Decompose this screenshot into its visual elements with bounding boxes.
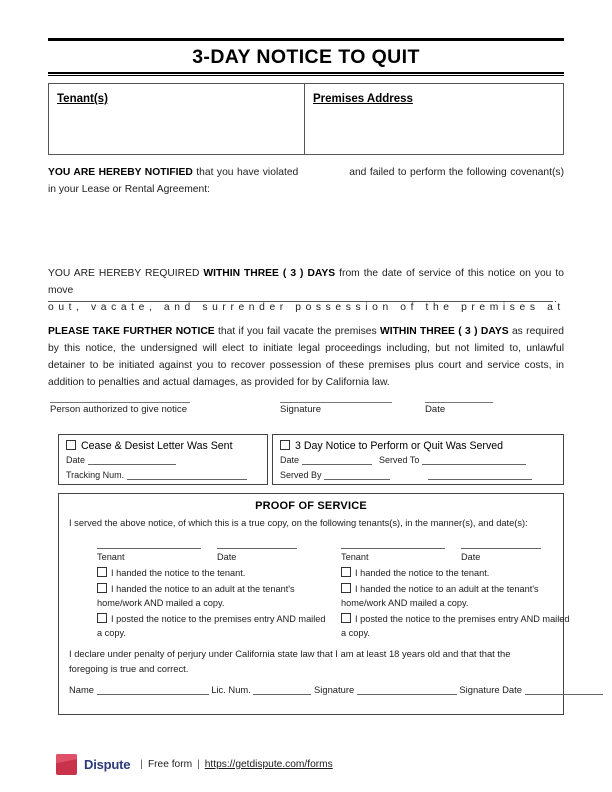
checkbox-icon[interactable] (97, 567, 107, 577)
tenant-label: Tenant(s) (57, 93, 108, 105)
date-line[interactable] (425, 402, 493, 403)
three-day-extra-input[interactable] (428, 479, 532, 480)
service-option-2[interactable] (97, 582, 329, 611)
three-day-served-to-label: Served To (379, 455, 420, 465)
service-option-2-label: I handed the notice to an adult at the tenant's home/work AND mailed a copy. (97, 583, 295, 608)
title-bottom-rule (48, 72, 564, 76)
three-day-served-by-row (280, 468, 556, 483)
cease-desist-tracking-row (66, 468, 260, 483)
signature-date-input[interactable] (525, 694, 603, 695)
tenant-label: Tenant (97, 552, 125, 562)
notified-paragraph (48, 164, 564, 198)
signature-row (48, 396, 564, 422)
three-day-heading-row[interactable] (280, 439, 556, 453)
proof-of-service-section (58, 493, 570, 715)
three-day-served-by-input[interactable] (324, 479, 390, 480)
three-day-heading: 3 Day Notice to Perform or Quit Was Served (295, 440, 504, 452)
checkbox-icon[interactable] (280, 440, 290, 450)
checkbox-icon[interactable] (341, 567, 351, 577)
cease-desist-tracking-input[interactable] (127, 479, 247, 480)
proof-of-service-title: PROOF OF SERVICE (255, 500, 367, 512)
person-authorized-label: Person authorized to give notice (50, 404, 188, 415)
service-option-2[interactable] (341, 582, 573, 611)
date-label: Date (425, 404, 446, 415)
page-title: 3-DAY NOTICE TO QUIT (192, 46, 420, 68)
service-option-1[interactable] (341, 566, 573, 581)
person-authorized-line[interactable] (50, 402, 190, 403)
free-form-label: Free form (147, 758, 193, 770)
further-bold-days: WITHIN THREE ( 3 ) DAYS (380, 326, 509, 337)
service-column-2 (341, 542, 573, 641)
footer (56, 752, 333, 776)
service-column-2-captions (341, 552, 573, 565)
notified-bold-lead: YOU ARE HEREBY NOTIFIED (48, 167, 193, 178)
checkbox-icon[interactable] (66, 440, 76, 450)
three-day-notice-box (272, 434, 564, 485)
tenant-name-line[interactable] (341, 548, 445, 549)
three-day-date-row (280, 453, 556, 468)
final-signature-row (69, 684, 551, 695)
cease-desist-date-row (66, 453, 260, 468)
three-day-served-by-label: Served By (280, 470, 322, 480)
dispute-logo-icon (56, 754, 77, 775)
checkbox-icon[interactable] (341, 613, 351, 623)
final-signature-input[interactable] (357, 694, 457, 695)
declaration-text: I declare under penalty of perjury under California state law that I am at least 18 years old and that that the foregoing is true and correct. (69, 648, 511, 674)
cease-desist-date-input[interactable] (88, 464, 176, 465)
footer-url-link[interactable]: https://getdispute.com/forms (204, 758, 333, 770)
final-signature-label: Signature (314, 684, 355, 695)
signature-line[interactable] (280, 402, 392, 403)
proof-of-service-subtitle: I served the above notice, of which this is a true copy, on the following tenants(s), in the manner(s), and date(s): (69, 518, 528, 528)
service-column-1 (97, 542, 329, 641)
checkbox-icon[interactable] (97, 583, 107, 593)
tenant-label: Tenant (341, 552, 369, 562)
service-option-1-label: I handed the notice to the tenant. (111, 568, 246, 578)
document-page (48, 0, 570, 792)
cease-desist-tracking-label: Tracking Num. (66, 470, 125, 480)
service-date-line[interactable] (461, 548, 541, 549)
lic-num-input[interactable] (253, 694, 311, 695)
further-notice-paragraph (48, 323, 564, 391)
tenant-cell[interactable] (49, 84, 305, 154)
premises-address-cell[interactable] (305, 84, 563, 154)
further-bold-lead: PLEASE TAKE FURTHER NOTICE (48, 326, 215, 337)
cease-desist-heading: Cease & Desist Letter Was Sent (81, 440, 233, 452)
cease-desist-box (58, 434, 268, 485)
required-text-line2: out, vacate, and surrender possession of the premises at (48, 302, 565, 313)
date-label: Date (461, 552, 481, 562)
required-text-post: from the date of service of this notice on you to move (48, 268, 564, 296)
premises-address-label: Premises Address (313, 93, 413, 105)
cease-desist-heading-row[interactable] (66, 439, 260, 453)
service-column-1-lines (97, 542, 329, 552)
premises-address-blank[interactable] (48, 301, 553, 302)
required-bold-days: WITHIN THREE ( 3 ) DAYS (203, 268, 336, 279)
service-option-3[interactable] (341, 612, 573, 641)
further-text-1: that if you fail vacate the premises (218, 326, 377, 337)
notified-text-1: that you have violated (196, 167, 299, 178)
service-date-line[interactable] (217, 548, 297, 549)
service-option-1[interactable] (97, 566, 329, 581)
footer-separator-2: | (197, 758, 200, 770)
name-label: Name (69, 684, 95, 695)
service-option-3-label: I posted the notice to the premises entry AND mailed a copy. (341, 613, 570, 638)
service-column-1-captions (97, 552, 329, 565)
three-day-served-to-input[interactable] (422, 464, 526, 465)
tenant-name-line[interactable] (97, 548, 201, 549)
header-table (48, 83, 564, 155)
service-option-3[interactable] (97, 612, 329, 641)
service-column-2-lines (341, 542, 573, 552)
brand-name: Dispute (84, 756, 131, 772)
service-option-3-label: I posted the notice to the premises entry AND mailed a copy. (97, 613, 326, 638)
signature-date-label: Signature Date (459, 684, 522, 695)
lic-num-label: Lic. Num. (211, 684, 251, 695)
required-paragraph (48, 265, 564, 316)
name-input[interactable] (97, 694, 209, 695)
service-option-2-label: I handed the notice to an adult at the tenant's home/work AND mailed a copy. (341, 583, 539, 608)
footer-separator-1: | (140, 758, 143, 770)
cease-desist-date-label: Date (66, 455, 86, 465)
three-day-date-label: Date (280, 455, 300, 465)
title-top-rule (48, 38, 564, 41)
required-trailing-period: . (554, 294, 557, 305)
notified-text-2: and failed to perform the following covenant(s) in your Lease or Rental Agreement: (48, 167, 565, 195)
checkbox-icon[interactable] (341, 583, 351, 593)
service-option-1-label: I handed the notice to the tenant. (355, 568, 490, 578)
proof-of-service-columns (69, 542, 570, 660)
signature-label: Signature (280, 404, 322, 415)
further-text-2: as required by this notice, the undersigned will elect to initiate legal proceedings including, but not limited to, unlawful detainer to be initiated against you to recover possession of these premises plus court and service costs, in addition to penalties and actual damages, as provided for by California law. (48, 326, 564, 388)
required-text-pre: YOU ARE HEREBY REQUIRED (48, 268, 200, 279)
date-label: Date (217, 552, 237, 562)
checkbox-icon[interactable] (97, 613, 107, 623)
three-day-date-input[interactable] (302, 464, 372, 465)
